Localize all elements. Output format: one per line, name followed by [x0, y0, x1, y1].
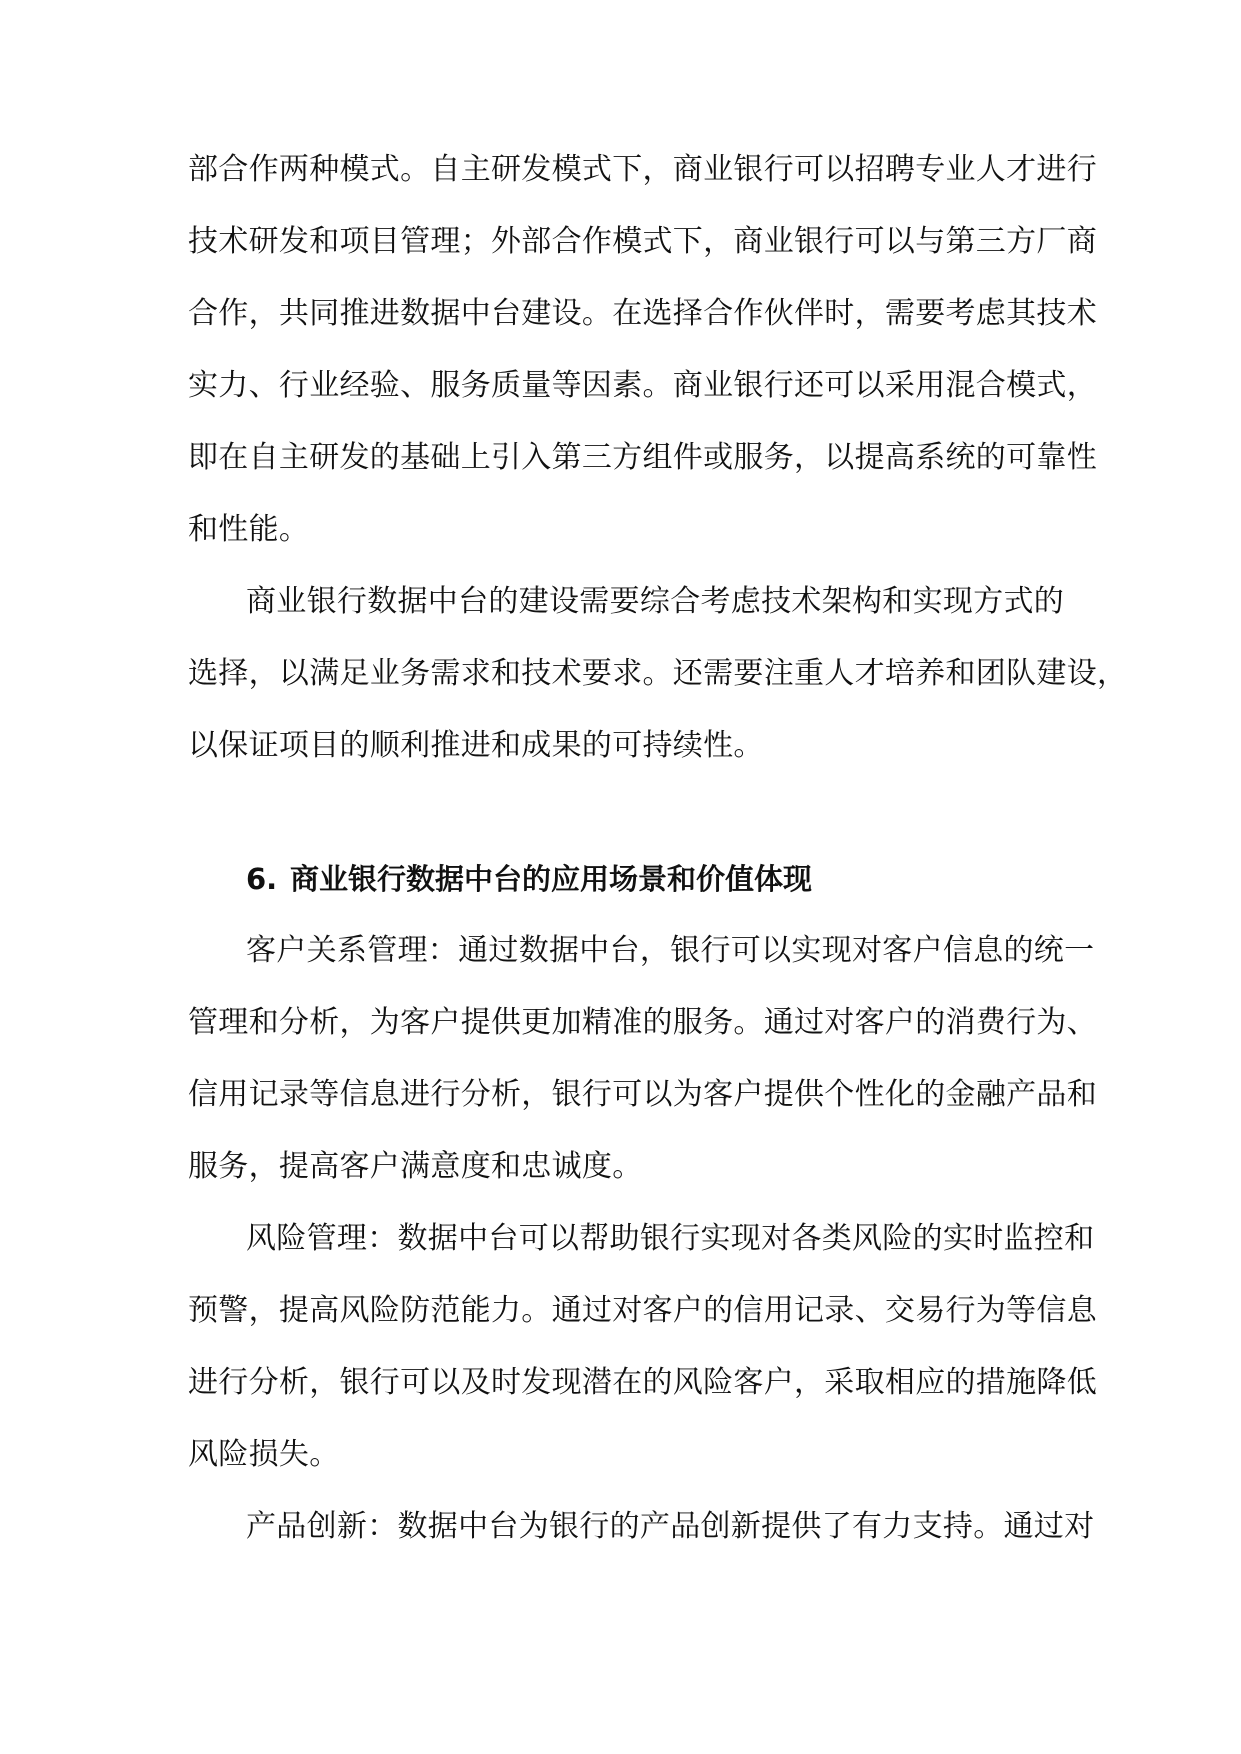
paragraph-line: 预警，提高风险防范能力。通过对客户的信用记录、交易行为等信息 [188, 1293, 1097, 1328]
paragraph-line: 商业银行数据中台的建设需要综合考虑技术架构和实现方式的 [246, 584, 1065, 619]
paragraph-line: 管理和分析，为客户提供更加精准的服务。通过对客户的消费行为、 [188, 1005, 1097, 1040]
paragraph-line: 和性能。 [188, 512, 310, 547]
paragraph-line: 即在自主研发的基础上引入第三方组件或服务，以提高系统的可靠性 [188, 440, 1097, 475]
paragraph-line: 部合作两种模式。自主研发模式下，商业银行可以招聘专业人才进行 [188, 152, 1097, 187]
paragraph-line: 风险管理：数据中台可以帮助银行实现对各类风险的实时监控和 [246, 1221, 1095, 1256]
paragraph-line: 客户关系管理：通过数据中台，银行可以实现对客户信息的统一 [246, 933, 1095, 968]
section-title: 商业银行数据中台的应用场景和价值体现 [290, 862, 813, 896]
paragraph-line: 以保证项目的顺利推进和成果的可持续性。 [188, 728, 764, 763]
paragraph-line: 选择，以满足业务需求和技术要求。还需要注重人才培养和团队建设， [188, 656, 1128, 691]
paragraph-line: 产品创新：数据中台为银行的产品创新提供了有力支持。通过对 [246, 1509, 1095, 1544]
paragraph-line: 进行分析，银行可以及时发现潜在的风险客户，采取相应的措施降低 [188, 1365, 1097, 1400]
paragraph-line: 风险损失。 [188, 1437, 340, 1472]
paragraph-line: 技术研发和项目管理；外部合作模式下，商业银行可以与第三方厂商 [188, 224, 1097, 259]
paragraph-line: 服务，提高客户满意度和忠诚度。 [188, 1149, 643, 1184]
section-number: 6. [246, 862, 278, 896]
paragraph-line: 信用记录等信息进行分析，银行可以为客户提供个性化的金融产品和 [188, 1077, 1097, 1112]
paragraph-line: 合作，共同推进数据中台建设。在选择合作伙伴时，需要考虑其技术 [188, 296, 1097, 331]
paragraph-line: 实力、行业经验、服务质量等因素。商业银行还可以采用混合模式， [188, 368, 1097, 403]
section-heading [246, 859, 812, 899]
